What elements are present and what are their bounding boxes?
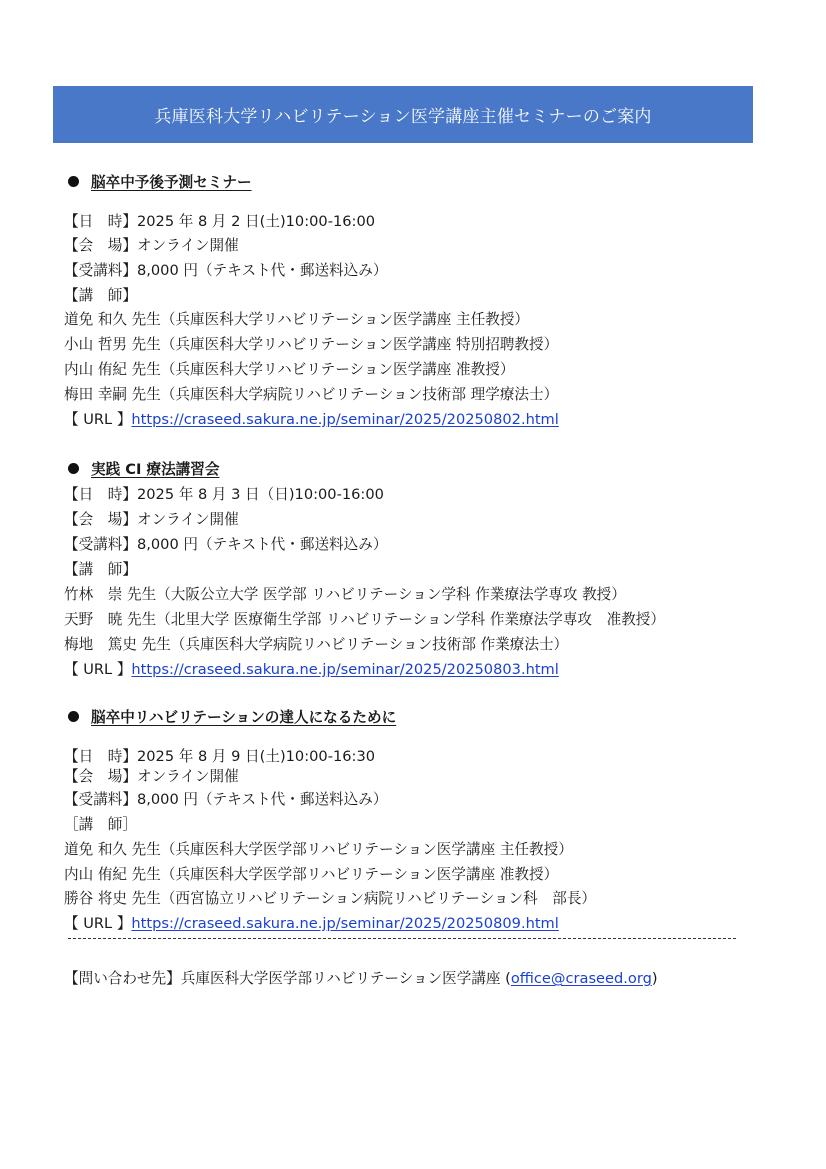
url-label: 【 URL 】 — [64, 661, 132, 678]
section-2-url-row — [64, 660, 559, 680]
page-title: 兵庫医科大学リハビリテーション医学講座主催セミナーのご案内 — [53, 86, 753, 143]
section-3-date: 【日 時】2025 年 8 月 9 日(土)10:00-16:30 — [64, 748, 376, 765]
section-1-lecturer-label: 【講 師】 — [64, 287, 137, 304]
url-label: 【 URL 】 — [64, 915, 132, 932]
section-1-venue: 【会 場】オンライン開催 — [64, 237, 239, 254]
section-3-fee: 【受講料】8,000 円（テキスト代・郵送料込み） — [64, 791, 388, 808]
section-1-lecturer: 小山 哲男 先生（兵庫医科大学リハビリテーション医学講座 特別招聘教授） — [64, 336, 559, 353]
section-1-lecturer: 梅田 幸嗣 先生（兵庫医科大学病院リハビリテーション技術部 理学療法士） — [64, 386, 559, 403]
divider — [68, 938, 736, 939]
section-1-date: 【日 時】2025 年 8 月 2 日(土)10:00-16:00 — [64, 213, 376, 230]
section-3-lecturer: 勝谷 将史 先生（西宮協立リハビリテーション病院リハビリテーション科 部長） — [64, 890, 597, 907]
section-3-url-row — [64, 914, 559, 934]
section-heading-text: 実践 CI 療法講習会 — [91, 461, 220, 478]
section-1-lecturer: 内山 侑紀 先生（兵庫医科大学リハビリテーション医学講座 准教授） — [64, 361, 515, 378]
section-3-lecturer: 道免 和久 先生（兵庫医科大学医学部リハビリテーション医学講座 主任教授） — [64, 841, 573, 858]
section-2-fee: 【受講料】8,000 円（テキスト代・郵送料込み） — [64, 536, 388, 553]
section-2-url-link[interactable]: https://craseed.sakura.ne.jp/seminar/2025/20250803.html — [131, 661, 559, 678]
contact-email-link[interactable]: office@craseed.org — [510, 970, 652, 987]
url-label: 【 URL 】 — [64, 411, 132, 428]
section-2-lecturer-label: 【講 師】 — [64, 561, 137, 578]
section-2-lecturer: 天野 暁 先生（北里大学 医療衛生学部 リハビリテーション学科 作業療法学専攻 准教授） — [64, 611, 665, 628]
bullet-icon — [68, 463, 79, 474]
section-3-url-link[interactable]: https://craseed.sakura.ne.jp/seminar/2025/20250809.html — [131, 915, 559, 932]
section-heading-2 — [68, 460, 219, 480]
section-2-lecturer: 竹林 崇 先生（大阪公立大学 医学部 リハビリテーション学科 作業療法学専攻 教授） — [64, 586, 626, 603]
section-1-url-link[interactable]: https://craseed.sakura.ne.jp/seminar/2025/20250802.html — [131, 411, 559, 428]
section-1-lecturer: 道免 和久 先生（兵庫医科大学リハビリテーション医学講座 主任教授） — [64, 311, 530, 328]
section-heading-1 — [68, 173, 252, 193]
section-heading-3 — [68, 708, 396, 728]
contact-label: 【問い合わせ先】兵庫医科大学医学部リハビリテーション医学講座 ( — [64, 970, 511, 987]
section-2-date: 【日 時】2025 年 8 月 3 日（日)10:00-16:00 — [64, 486, 384, 503]
contact-row — [64, 969, 658, 989]
section-3-venue: 【会 場】オンライン開催 — [64, 768, 239, 785]
section-heading-text: 脳卒中リハビリテーションの達人になるために — [91, 709, 397, 726]
section-3-lecturer-label: ［講 師］ — [64, 816, 137, 833]
bullet-icon — [68, 176, 79, 187]
section-1-url-row — [64, 410, 559, 430]
section-2-lecturer: 梅地 篤史 先生（兵庫医科大学病院リハビリテーション技術部 作業療法士） — [64, 636, 569, 653]
section-2-venue: 【会 場】オンライン開催 — [64, 511, 239, 528]
section-3-lecturer: 内山 侑紀 先生（兵庫医科大学医学部リハビリテーション医学講座 准教授） — [64, 866, 559, 883]
section-heading-text: 脳卒中予後予測セミナー — [91, 174, 252, 191]
bullet-icon — [68, 711, 79, 722]
contact-close: ) — [651, 970, 658, 987]
section-1-fee: 【受講料】8,000 円（テキスト代・郵送料込み） — [64, 262, 388, 279]
